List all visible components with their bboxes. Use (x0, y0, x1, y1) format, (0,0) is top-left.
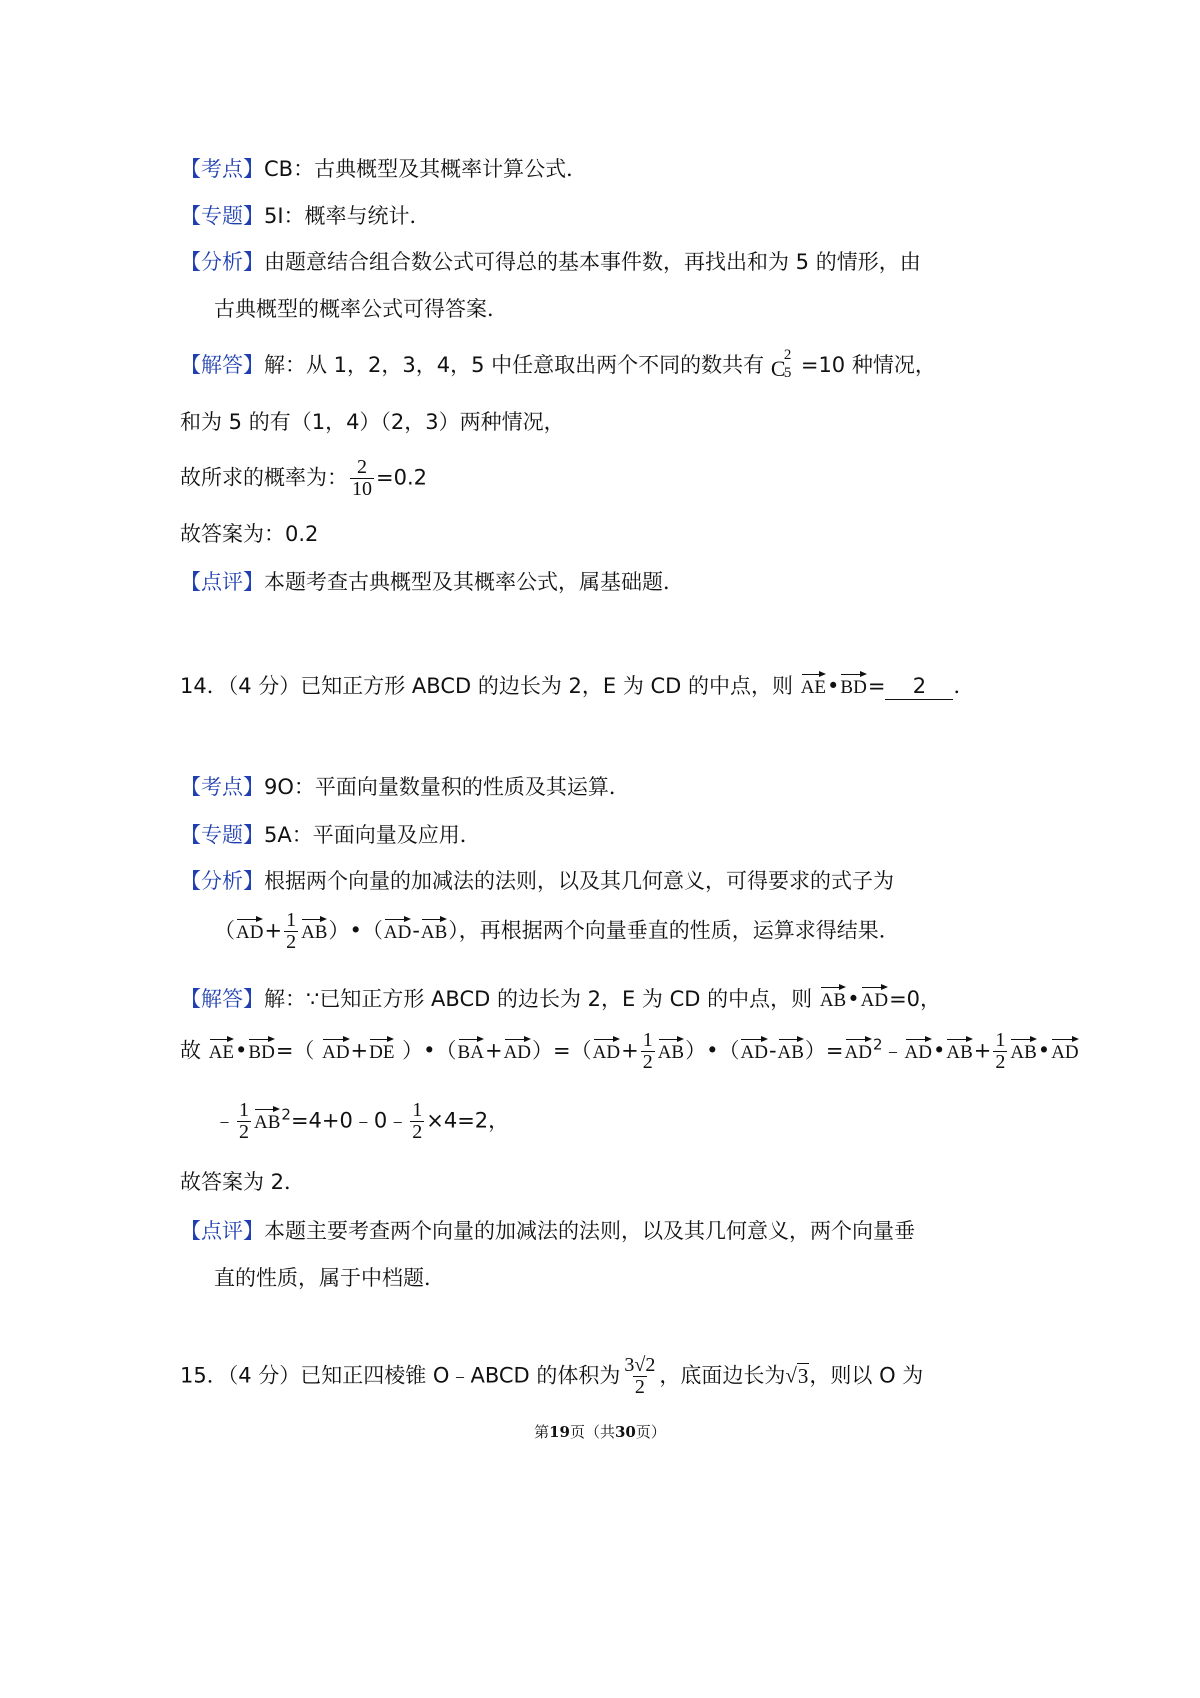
s13-jieda-2: 和为 5 的有（1，4）（2，3）两种情况， (180, 410, 565, 434)
s14-jieda-answer: 故答案为 2． (180, 1170, 306, 1194)
vector-AE: AE (801, 672, 826, 700)
question-14: 14．（4 分）已知正方形 ABCD 的边长为 2，E 为 CD 的中点，则 AE•BD= 2 ． (180, 672, 974, 700)
s13-fenxi: 【分析】由题意结合组合数公式可得总的基本事件数，再找出和为 5 的情形，由 (180, 250, 921, 274)
s14-jieda-derivation: 故 AE•BD=（ AD+DE ）•（BA+AD）=（AD+ $\frac{1}{2}$ $AB)•(AD-AB)=AD^2﹣AD•AB+$ $\frac{1}{2}$ AB•AD (180, 1029, 1079, 1073)
vector-BD: BD (840, 672, 866, 700)
tag-kaodian: 【考点】 (180, 775, 264, 799)
tag-jieda: 【解答】 (180, 353, 264, 377)
s13-jieda-3: 故所求的概率为： $\frac{2}{10}$ =0.2 (180, 456, 427, 500)
tag-jieda: 【解答】 (180, 987, 264, 1011)
s13-zhuanti: 【专题】5I：概率与统计． (180, 204, 431, 228)
tag-fenxi: 【分析】 (180, 250, 264, 274)
page-footer: 第19页（共30页） (534, 1423, 666, 1441)
question-15: 15．（4 分）已知正四棱锥 O﹣ABCD 的体积为 $\frac{3√2}{2}$ ，底面边长为√3，则以 O 为 (180, 1354, 924, 1398)
combination-formula: C 2 5 (770, 347, 792, 381)
s14-jieda-result: ﹣ $\frac{1}{2}$ $AB^2=4+0﹣0﹣$ $\frac{1}{2}$ ×4=2， (214, 1099, 510, 1143)
answer-blank-14: 2 (885, 674, 953, 700)
sqrt-3: √3 (785, 1363, 809, 1388)
s14-jieda: 【解答】解：∵已知正方形 ABCD 的边长为 2，E 为 CD 的中点，则 AB•AD=0， (180, 987, 942, 1011)
s14-dianping-cont: 直的性质，属于中档题． (214, 1266, 445, 1290)
tag-fenxi: 【分析】 (180, 869, 264, 893)
s14-fenxi: 【分析】根据两个向量的加减法的法则，以及其几何意义，可得要求的式子为 (180, 869, 894, 893)
tag-zhuanti: 【专题】 (180, 823, 264, 847)
s13-dianping: 【点评】本题考查古典概型及其概率公式，属基础题． (180, 570, 684, 594)
tag-zhuanti: 【专题】 (180, 204, 264, 228)
tag-kaodian: 【考点】 (180, 157, 264, 181)
probability-fraction: $\frac{2}{10}$ (352, 456, 372, 500)
s14-dianping: 【点评】本题主要考查两个向量的加减法的法则，以及其几何意义，两个向量垂 (180, 1219, 915, 1243)
s14-fenxi-formula: （AD+ $\frac{1}{2}$ AB）•（AD-AB），再根据两个向量垂直的性质，运算求得结果． (214, 909, 900, 953)
s14-kaodian: 【考点】9O：平面向量数量积的性质及其运算． (180, 775, 630, 799)
s13-fenxi-cont: 古典概型的概率公式可得答案． (214, 297, 508, 321)
s14-zhuanti: 【专题】5A：平面向量及应用． (180, 823, 481, 847)
s13-jieda-4: 故答案为：0.2 (180, 522, 319, 546)
s13-jieda: 【解答】解：从 1，2，3，4，5 中任意取出两个不同的数共有 C 2 5 =10 种情况， (180, 347, 936, 381)
tag-dianping: 【点评】 (180, 570, 264, 594)
tag-dianping: 【点评】 (180, 1219, 264, 1243)
s13-kaodian: 【考点】CB：古典概型及其概率计算公式． (180, 157, 588, 181)
volume-fraction: $\frac{3√2}{2}$ (624, 1354, 656, 1398)
